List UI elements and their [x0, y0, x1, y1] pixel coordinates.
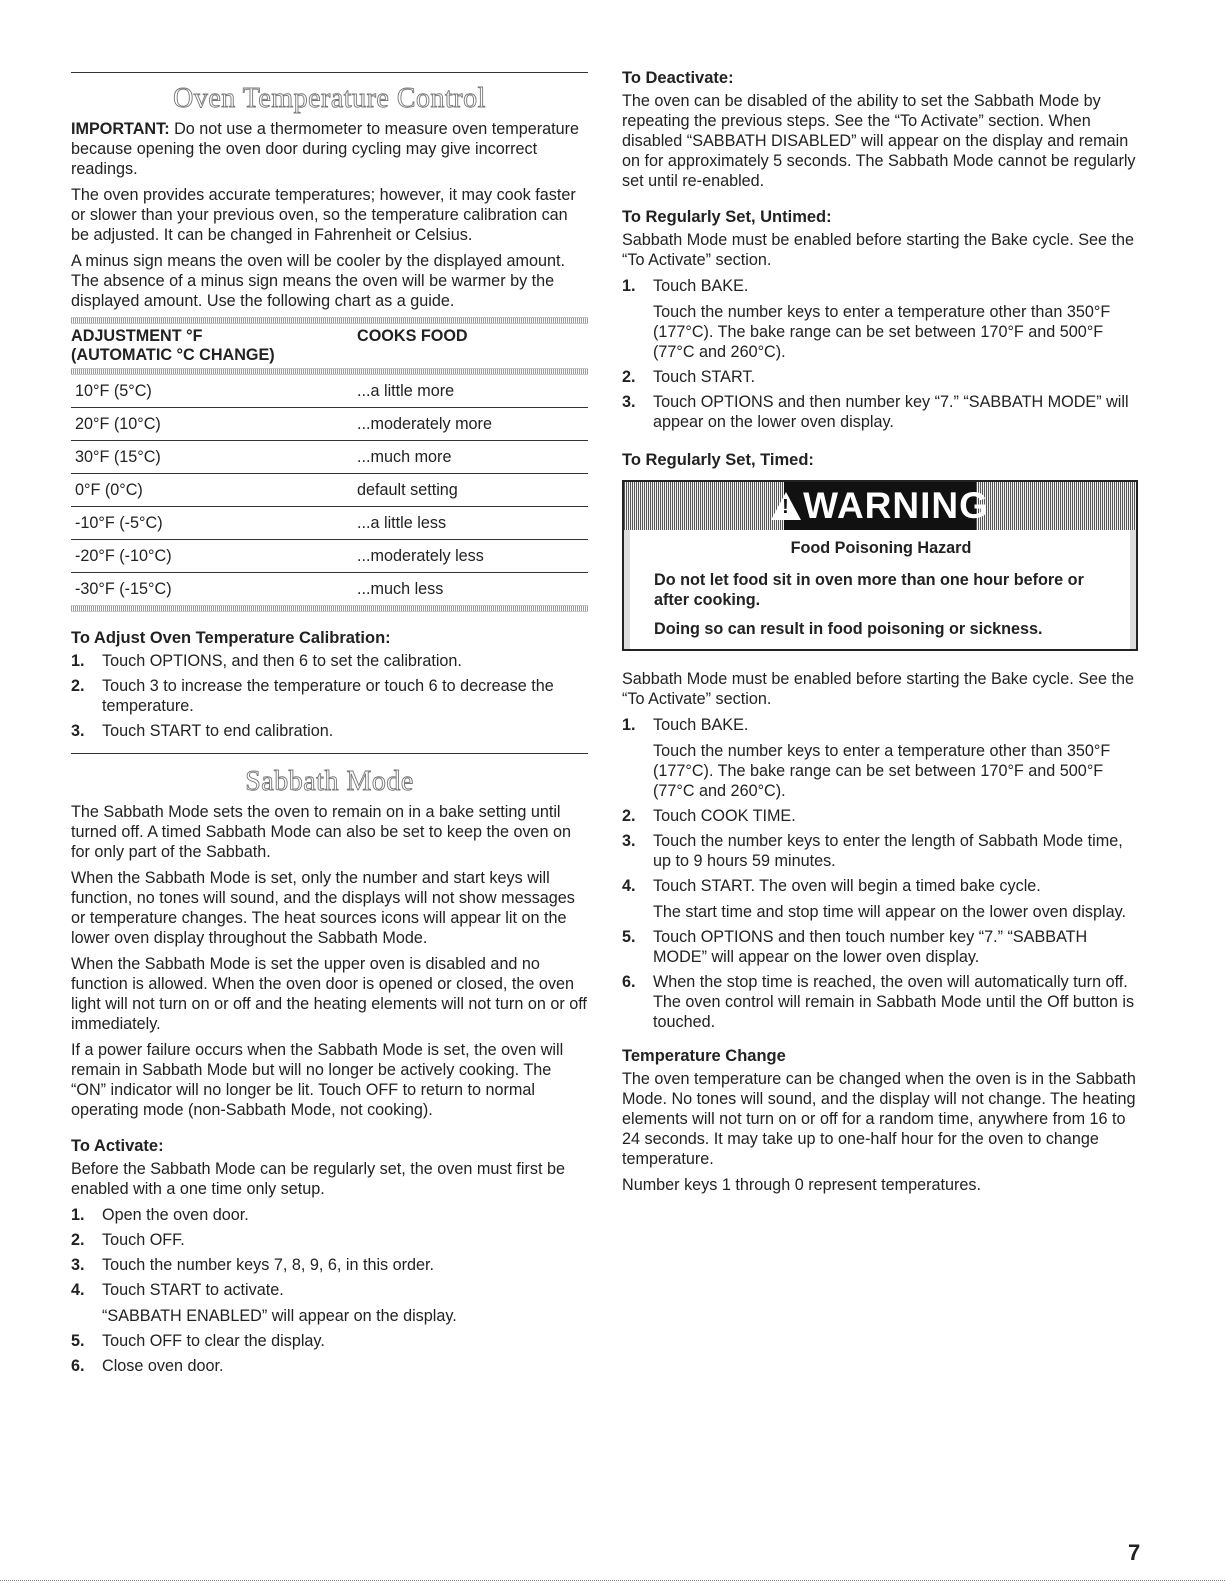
section-divider [71, 72, 588, 73]
untimed-steps-list [622, 276, 1138, 432]
adjustment-cell: -10°F (-5°C) [71, 507, 357, 540]
table-top-border [71, 317, 588, 324]
warning-triangle-icon: ! [771, 492, 801, 520]
cooks-food-cell: ...a little more [357, 375, 588, 408]
table-row [71, 441, 588, 474]
list-item: 2. Touch OFF. [71, 1231, 185, 1249]
list-item: 1. Open the oven door. [71, 1206, 249, 1224]
list-item: 3. Touch the number keys 7, 8, 9, 6, in this order. [71, 1256, 435, 1274]
page-number: 7 [1128, 1540, 1141, 1565]
activate-heading: To Activate: [71, 1137, 164, 1155]
list-item: 1. Touch BAKE. Touch the number keys to enter a temperature other than 350°F (177°C). The bake range can be set between 170°F and 500°F (77°C and 260°C). [622, 716, 1111, 800]
deactivate-text: The oven can be disabled of the ability to set the Sabbath Mode by repeating the previous steps. See the “To Activate” section. When disabled “SABBATH DISABLED” will appear on the display and remain on for approximately 5 seconds. The Sabbath Mode cannot be regularly set until re-enabled. [622, 92, 1136, 190]
cooks-food-cell: ...a little less [357, 507, 588, 540]
adjustment-cell: 20°F (10°C) [71, 408, 357, 441]
warning-banner [624, 482, 1136, 530]
untimed-intro: Sabbath Mode must be enabled before starting the Bake cycle. See the “To Activate” section. [622, 231, 1135, 269]
cooks-food-cell: ...much more [357, 441, 588, 474]
list-item: 3. Touch START to end calibration. [71, 722, 334, 740]
table-bottom-border [71, 605, 588, 612]
adjust-calibration-heading: To Adjust Oven Temperature Calibration: [71, 629, 391, 647]
adjustment-table-body [71, 375, 588, 605]
list-item: 2. Touch START. [622, 368, 755, 386]
table-row [71, 408, 588, 441]
cooks-food-cell: ...moderately more [357, 408, 588, 441]
list-item: 6. Close oven door. [71, 1357, 224, 1375]
adjustment-cell: -30°F (-15°C) [75, 580, 172, 598]
warning-body [624, 530, 1136, 649]
list-item: 6. When the stop time is reached, the oven will automatically turn off. The oven control will remain in Sabbath Mode until the Off button is touched. [622, 973, 1135, 1031]
adjustment-table [71, 324, 588, 368]
adjustment-cell: 10°F (5°C) [71, 375, 357, 408]
temperature-change-paragraph: The oven temperature can be changed when the oven is in the Sabbath Mode. No tones will sound, and the display will not change. The heating elements will not turn on or off for a random time, anywhere from 16 to 24 seconds. It may take up to one-half hour for the oven to change temperature. [622, 1070, 1136, 1168]
cooks-food-cell: default setting [357, 474, 588, 507]
sabbath-paragraph-1: The Sabbath Mode sets the oven to remain on in a bake setting until turned off. A timed Sabbath Mode can also be set to keep the oven on for only part of the Sabbath. [71, 803, 572, 861]
warning-line-2: Doing so can result in food poisoning or sickness. [654, 620, 1043, 638]
timed-heading: To Regularly Set, Timed: [622, 451, 814, 469]
section-divider [71, 753, 588, 754]
sabbath-paragraph-2: When the Sabbath Mode is set, only the number and start keys will function, no tones will sound, and the displays will not show messages or temperature changes. The heat sources icons will appear lit on the lower oven display throughout the Sabbath Mode. [71, 869, 575, 947]
calibration-paragraph: The oven provides accurate temperatures; however, it may cook faster or slower than your previous oven, so the temperature calibration can be adjusted. It can be changed in Fahrenheit or Celsius. [71, 186, 576, 244]
untimed-heading: To Regularly Set, Untimed: [622, 208, 832, 226]
table-row [71, 507, 588, 540]
sabbath-paragraph-4: If a power failure occurs when the Sabbath Mode is set, the oven will remain in Sabbath Mode but will no longer be actively cooking. The “ON” indicator will no longer be lit. Touch OFF to return to normal operating mode (non-Sabbath Mode, not cooking). [71, 1041, 564, 1119]
activate-steps-list [71, 1205, 588, 1376]
timed-intro: Sabbath Mode must be enabled before starting the Bake cycle. See the “To Activate” section. [622, 670, 1135, 708]
important-label: IMPORTANT: [71, 120, 170, 138]
important-text: Do not use a thermometer to measure oven temperature because opening the oven door during cycling may give incorrect readings. [71, 120, 579, 178]
warning-word: WARNING [803, 485, 989, 526]
list-item: 5. Touch OFF to clear the display. [71, 1332, 325, 1350]
table-row [71, 474, 588, 507]
table-header-border [71, 368, 588, 375]
temperature-change-heading: Temperature Change [622, 1047, 786, 1065]
bottom-dotted-line [0, 1580, 1225, 1581]
table-row [71, 573, 588, 606]
number-keys-paragraph: Number keys 1 through 0 represent temperatures. [622, 1176, 982, 1194]
adjustment-cell: -20°F (-10°C) [71, 540, 357, 573]
list-item: 4. Touch START to activate. “SABBATH ENABLED” will appear on the display. [71, 1281, 457, 1325]
list-item: 1. Touch BAKE. Touch the number keys to enter a temperature other than 350°F (177°C). The bake range can be set between 170°F and 500°F (77°C and 260°C). [622, 277, 1111, 361]
list-item: 2. Touch 3 to increase the temperature or touch 6 to decrease the temperature. [71, 677, 554, 715]
list-item: 3. Touch OPTIONS and then number key “7.” “SABBATH MODE” will appear on the lower oven display. [622, 393, 1129, 431]
important-paragraph [71, 119, 588, 179]
table-header-adjustment: ADJUSTMENT °F (AUTOMATIC °C CHANGE) [71, 327, 275, 364]
adjust-steps-list [71, 651, 588, 741]
activate-intro: Before the Sabbath Mode can be regularly set, the oven must first be enabled with a one time only setup. [71, 1160, 566, 1198]
timed-steps-list [622, 715, 1138, 1032]
cooks-food-cell: ...moderately less [357, 540, 588, 573]
hazard-title: Food Poisoning Hazard [790, 539, 972, 557]
sabbath-mode-title: Sabbath Mode [245, 766, 414, 797]
oven-temp-title: Oven Temperature Control [173, 83, 486, 114]
list-item: 5. Touch OPTIONS and then touch number key “7.” “SABBATH MODE” will appear on the lower oven display. [622, 928, 1088, 966]
sabbath-paragraph-3: When the Sabbath Mode is set the upper oven is disabled and no function is allowed. When the oven door is opened or closed, the oven light will not turn on or off and the heating elements will not turn on or off immediately. [71, 955, 587, 1033]
adjustment-cell: 0°F (0°C) [71, 474, 357, 507]
warning-box [622, 480, 1138, 651]
minus-sign-paragraph: A minus sign means the oven will be cooler by the displayed amount. The absence of a minus sign means the oven will be warmer by the displayed amount. Use the following chart as a guide. [71, 252, 565, 310]
table-header-cooks-food: COOKS FOOD [357, 327, 468, 345]
table-row [71, 375, 588, 408]
left-column [71, 0, 588, 1381]
right-column [622, 0, 1138, 1201]
list-item: 3. Touch the number keys to enter the length of Sabbath Mode time, up to 9 hours 59 minutes. [622, 832, 1123, 870]
table-row [71, 540, 588, 573]
adjustment-cell: 30°F (15°C) [71, 441, 357, 474]
list-item: 4. Touch START. The oven will begin a timed bake cycle. The start time and stop time will appear on the lower oven display. [622, 877, 1126, 921]
warning-line-1: Do not let food sit in oven more than one hour before or after cooking. [654, 571, 1084, 609]
list-item: 1. Touch OPTIONS, and then 6 to set the calibration. [71, 652, 462, 670]
table-header-row [71, 324, 588, 368]
list-item: 2. Touch COOK TIME. [622, 807, 796, 825]
deactivate-heading: To Deactivate: [622, 69, 734, 87]
cooks-food-cell: ...much less [357, 580, 444, 598]
